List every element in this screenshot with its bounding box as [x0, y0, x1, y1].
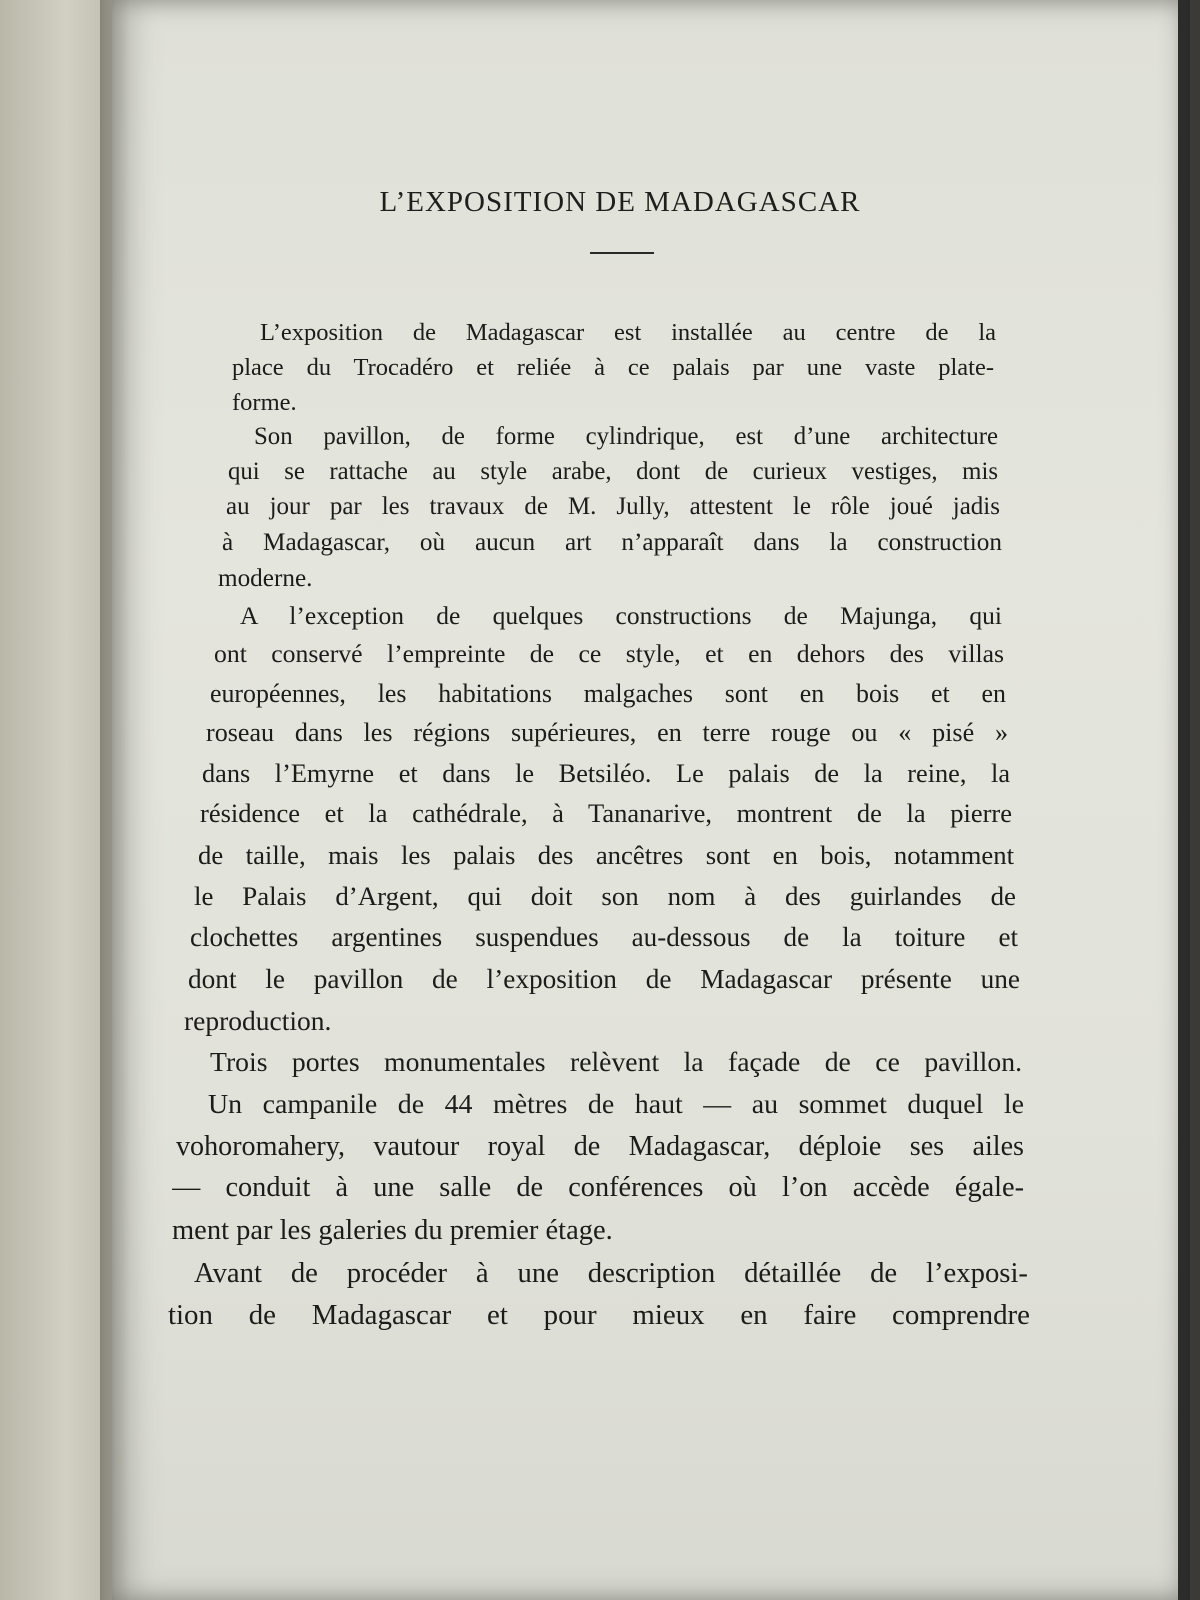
chapter-title: L’EXPOSITION DE MADAGASCAR: [379, 186, 861, 218]
text-line: clochettes argentines suspendues au-dessous de la toiture et: [190, 922, 1018, 952]
text-line: ment par les galeries du premier étage.: [172, 1215, 613, 1246]
text-line: L’exposition de Madagascar est installée au centre de la: [260, 319, 996, 346]
text-line: dont le pavillon de l’exposition de Madagascar présente une: [188, 964, 1020, 994]
text-line: au jour par les travaux de M. Jully, attestent le rôle joué jadis: [226, 493, 1000, 520]
text-line: Son pavillon, de forme cylindrique, est d’une architecture: [254, 423, 998, 450]
text-line: tion de Madagascar et pour mieux en faire comprendre: [168, 1299, 1030, 1331]
text-line: moderne.: [218, 565, 313, 592]
text-line: européennes, les habitations malgaches sont en bois et en: [210, 679, 1006, 708]
text-line: roseau dans les régions supérieures, en terre rouge ou « pisé »: [206, 718, 1008, 747]
text-line: le Palais d’Argent, qui doit son nom à des guirlandes de: [194, 881, 1016, 911]
text-line: reproduction.: [184, 1005, 332, 1036]
text-line: ont conservé l’empreinte de ce style, et en dehors des villas: [214, 639, 1004, 668]
text-line: Trois portes monumentales relèvent la façade de ce pavillon.: [210, 1046, 1022, 1077]
text-line: à Madagascar, où aucun art n’apparaît dans la construction: [222, 529, 1002, 556]
text-line: de taille, mais les palais des ancêtres sont en bois, notamment: [198, 840, 1014, 870]
page-edge-shadow: [1178, 0, 1190, 1600]
text-line: résidence et la cathédrale, à Tananarive, montrent de la pierre: [200, 798, 1012, 828]
text-line: — conduit à une salle de conférences où l’on accède égale-: [172, 1172, 1024, 1203]
text-line: place du Trocadéro et reliée à ce palais par une vaste plate-: [232, 354, 994, 381]
text-line: forme.: [232, 389, 297, 416]
text-line: Un campanile de 44 mètres de haut — au sommet duquel le: [208, 1089, 1024, 1120]
book-gutter: [100, 0, 130, 1600]
title-divider: [590, 252, 654, 254]
text-line: vohoromahery, vautour royal de Madagascar, déploie ses ailes: [176, 1131, 1024, 1162]
text-line: Avant de procéder à une description détaillée de l’exposi-: [194, 1257, 1028, 1289]
text-line: A l’exception de quelques constructions de Majunga, qui: [240, 601, 1002, 630]
text-line: qui se rattache au style arabe, dont de curieux vestiges, mis: [228, 458, 998, 485]
text-line: dans l’Emyrne et dans le Betsiléo. Le palais de la reine, la: [202, 759, 1010, 788]
